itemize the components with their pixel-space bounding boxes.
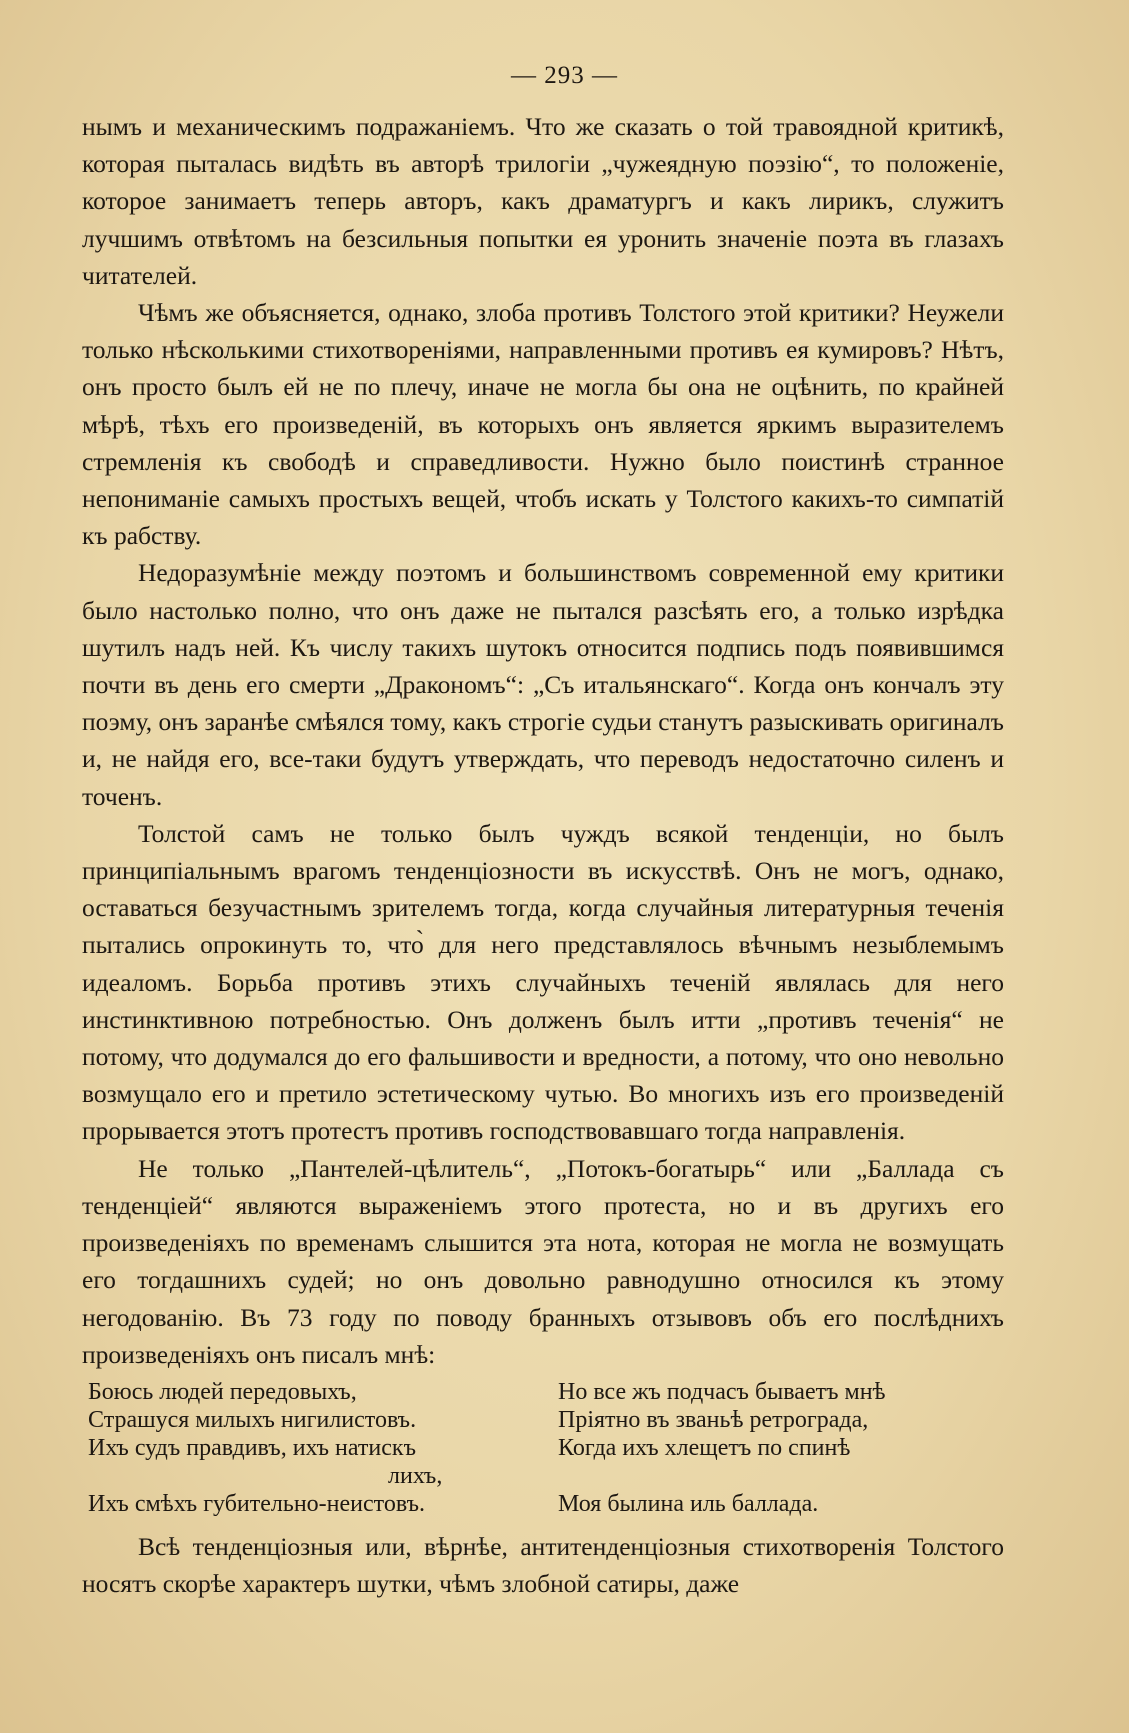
paragraph-5: Не только „Пантелей-цѣлитель“, „Потокъ-богатырь“ или „Баллада съ тенденціей“ являются выраженіемъ этого протеста, но и въ другихъ его произведеніяхъ по временамъ слышится эта нота, которая не могла не возмущать его тогдашнихъ судей; но онъ довольно равнодушно относился къ этому негодованію. Въ 73 году по поводу бранныхъ отзывовъ объ его послѣднихъ произведеніяхъ онъ писалъ мнѣ: xyxy=(82,1153,1004,1369)
poem-line: Когда ихъ хлещетъ по спинѣ xyxy=(558,1435,851,1461)
poem-line: Моя былина иль баллада. xyxy=(558,1491,819,1517)
poem-line: Но все жъ подчасъ бываетъ мнѣ xyxy=(558,1379,886,1405)
page-number: — 293 — xyxy=(511,62,618,89)
paragraph-4: Толстой самъ не только былъ чуждъ всякой тенденціи, но былъ принципіальнымъ врагомъ тенденціозности въ искусствѣ. Онъ не могъ, однако, оставаться безучастнымъ зрителемъ тогда, когда случайныя литературныя теченія пытались опрокинуть то, что̀ для него представлялось вѣчнымъ незыблемымъ идеаломъ. Борьба противъ этихъ случайныхъ теченій являлась для него инстинктивною потребностью. Онъ долженъ былъ итти „противъ теченія“ не потому, что додумался до его фальшивости и вредности, а потому, что оно невольно возмущало его и претило эстетическому чутью. Во многихъ изъ его произведеній прорывается этотъ протестъ противъ господствовавшаго тогда направленія. xyxy=(82,818,1004,1146)
poem-right-column xyxy=(558,1378,988,1518)
poem-line-continuation: лихъ, xyxy=(388,1463,443,1489)
closing-text xyxy=(82,1528,1004,1602)
paragraph-6: Всѣ тенденціозныя или, вѣрнѣе, антитенденціозныя стихотворенія Толстого носятъ скорѣе характеръ шутки, чѣмъ злобной сатиры, даже xyxy=(82,1532,1004,1599)
poem-line: Страшуся милыхъ нигилистовъ. xyxy=(88,1407,417,1433)
poem-line: Пріятно въ званьѣ ретрограда, xyxy=(558,1407,869,1433)
poem-line: Боюсь людей передовыхъ, xyxy=(88,1379,357,1405)
poem-line: Ихъ смѣхъ губительно-неистовъ. xyxy=(88,1491,425,1517)
poem-left-column xyxy=(88,1378,508,1518)
body-text xyxy=(82,108,1004,1373)
paragraph-1: нымъ и механическимъ подражаніемъ. Что же сказать о той травоядной критикѣ, которая пыталась видѣть въ авторѣ трилогіи „чужеядную поэзію“, то положеніе, которое занимаетъ теперь авторъ, какъ драматургъ и какъ лирикъ, служитъ лучшимъ отвѣтомъ на безсильныя попытки ея уронить значеніе поэта въ глазахъ читателей. xyxy=(82,112,1004,290)
poem-quote xyxy=(88,1378,988,1518)
poem-line: Ихъ судъ правдивъ, ихъ натискъ xyxy=(88,1435,416,1461)
paragraph-3: Недоразумѣніе между поэтомъ и большинствомъ современной ему критики было настолько полно, что онъ даже не пытался разсѣять его, а только изрѣдка шутилъ надъ ней. Къ числу такихъ шутокъ относится подпись подъ появившимся почти въ день его смерти „Дракономъ“: „Съ итальянскаго“. Когда онъ кончалъ эту поэму, онъ заранѣе смѣялся тому, какъ строгіе судьи станутъ разыскивать оригиналъ и, не найдя его, все-таки будутъ утверждать, что переводъ недостаточно силенъ и точенъ. xyxy=(82,558,1004,811)
paragraph-2: Чѣмъ же объясняется, однако, злоба противъ Толстого этой критики? Неужели только нѣсколькими стихотвореніями, направленными противъ ея кумировъ? Нѣтъ, онъ просто былъ ей не по плечу, иначе не могла бы она не оцѣнить, по крайней мѣрѣ, тѣхъ его произведеній, въ которыхъ онъ является яркимъ выразителемъ стремленія къ свободѣ и справедливости. Нужно было поистинѣ странное непониманіе самыхъ простыхъ вещей, чтобъ искать у Толстого какихъ-то симпатій къ рабству. xyxy=(82,298,1004,551)
